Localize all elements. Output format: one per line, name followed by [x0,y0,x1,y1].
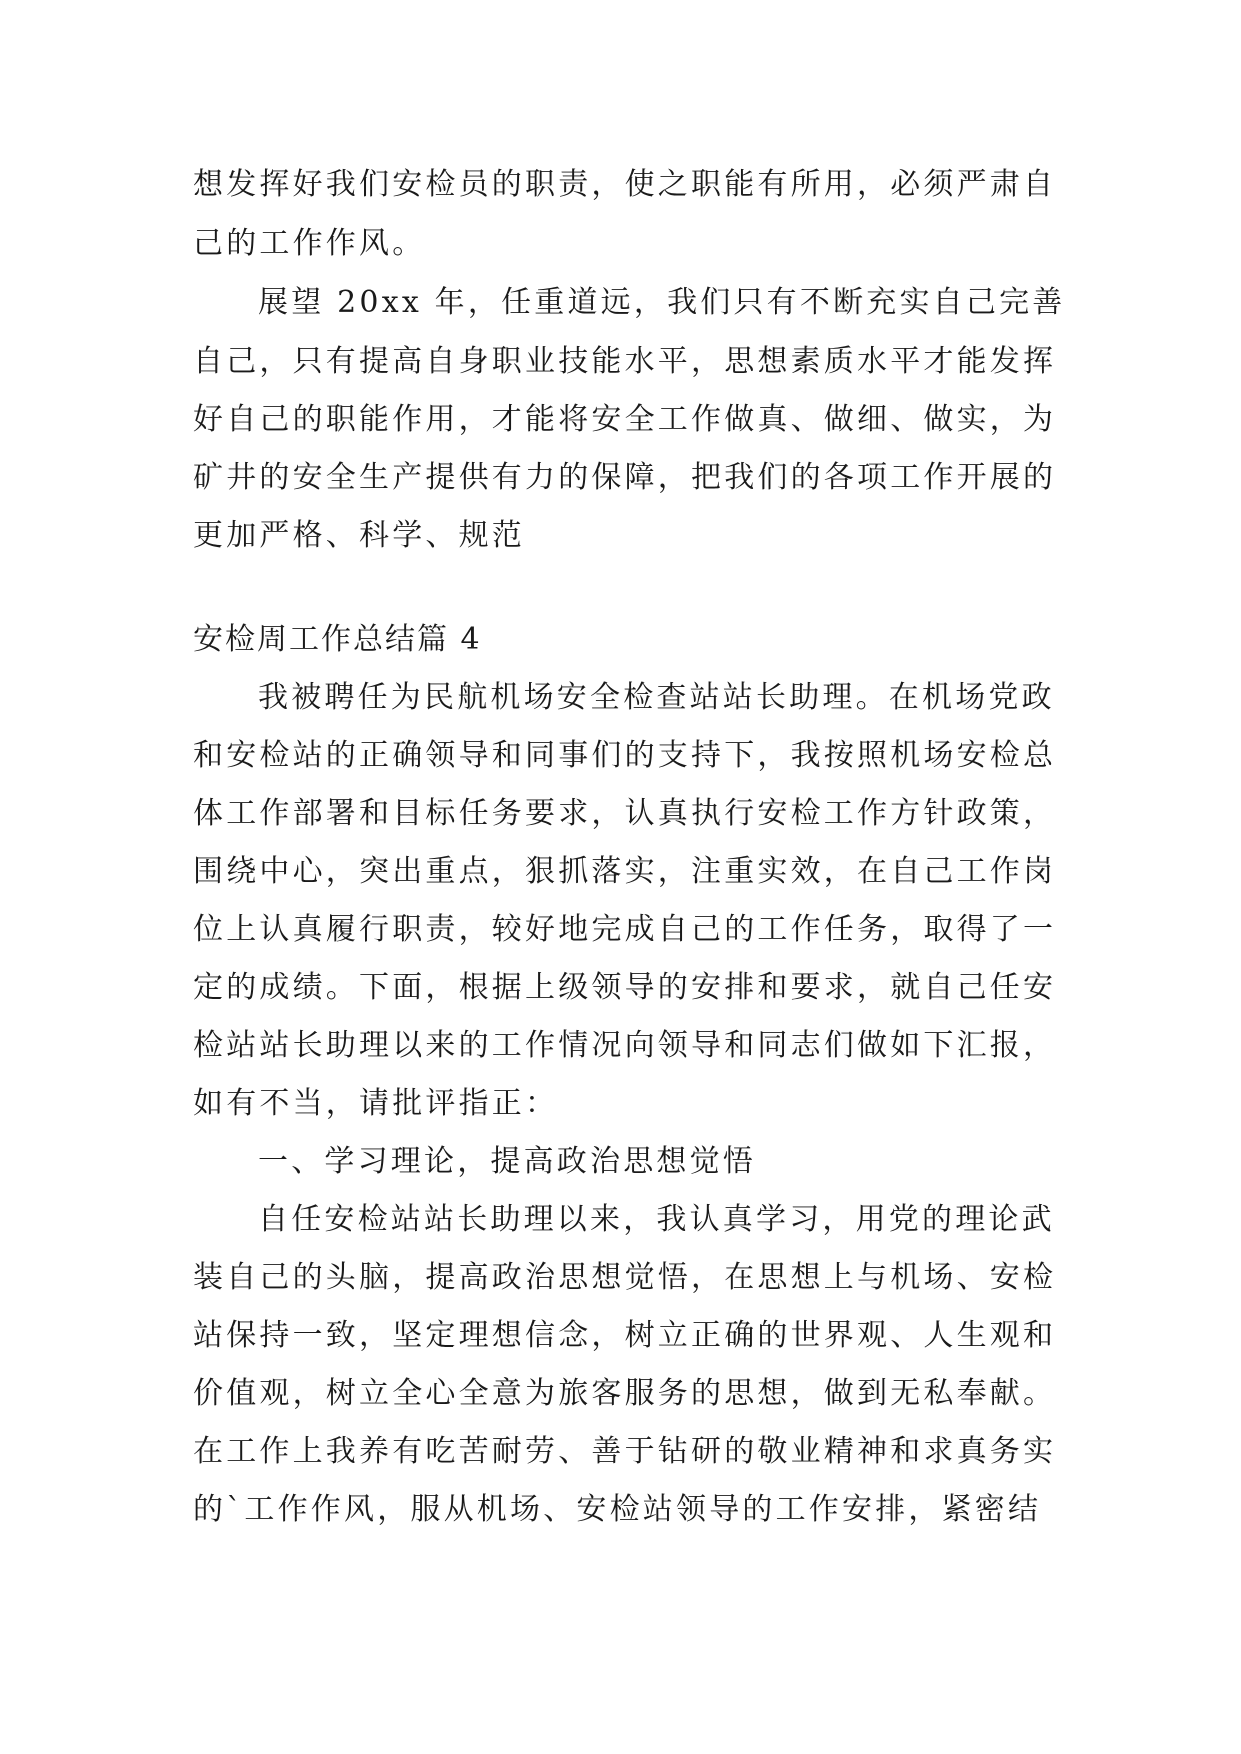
paragraph-line: 己的工作作风。 [193,226,426,261]
section-heading: 安检周工作总结篇 4 [193,622,482,657]
subsection-heading: 一、学习理论，提高政治思想觉悟 [258,1144,756,1179]
paragraph-line: 位上认真履行职责，较好地完成自己的工作任务，取得了一 [193,912,1057,947]
paragraph-line: 围绕中心，突出重点，狠抓落实，注重实效，在自己工作岗 [193,854,1057,889]
paragraph-line: 在工作上我养有吃苦耐劳、善于钻研的敬业精神和求真务实 [193,1434,1057,1469]
paragraph-line: 价值观，树立全心全意为旅客服务的思想，做到无私奉献。 [193,1376,1057,1411]
paragraph-line: 想发挥好我们安检员的职责，使之职能有所用，必须严肃自 [193,167,1057,202]
paragraph-line: 我被聘任为民航机场安全检查站站长助理。在机场党政 [258,680,1055,715]
paragraph-line: 和安检站的正确领导和同事们的支持下，我按照机场安检总 [193,738,1057,773]
paragraph-line: 如有不当，请批评指正： [193,1086,559,1121]
paragraph-line: 的`工作作风，服从机场、安检站领导的工作安排，紧密结 [193,1492,1042,1527]
paragraph-line: 好自己的职能作用，才能将安全工作做真、做细、做实，为 [193,402,1057,437]
paragraph-line: 装自己的头脑，提高政治思想觉悟，在思想上与机场、安检 [193,1260,1057,1295]
paragraph-line: 检站站长助理以来的工作情况向领导和同志们做如下汇报， [193,1028,1057,1063]
paragraph-line: 更加严格、科学、规范 [193,518,525,553]
paragraph-line: 展望 20xx 年，任重道远，我们只有不断充实自己完善 [258,285,1066,320]
paragraph-line: 定的成绩。下面，根据上级领导的安排和要求，就自己任安 [193,970,1057,1005]
paragraph-line: 站保持一致，坚定理想信念，树立正确的世界观、人生观和 [193,1318,1057,1353]
paragraph-line: 自任安检站站长助理以来，我认真学习，用党的理论武 [258,1202,1055,1237]
paragraph-line: 矿井的安全生产提供有力的保障，把我们的各项工作开展的 [193,460,1057,495]
paragraph-line: 体工作部署和目标任务要求，认真执行安检工作方针政策， [193,796,1057,831]
paragraph-line: 自己，只有提高自身职业技能水平，思想素质水平才能发挥 [193,344,1057,379]
